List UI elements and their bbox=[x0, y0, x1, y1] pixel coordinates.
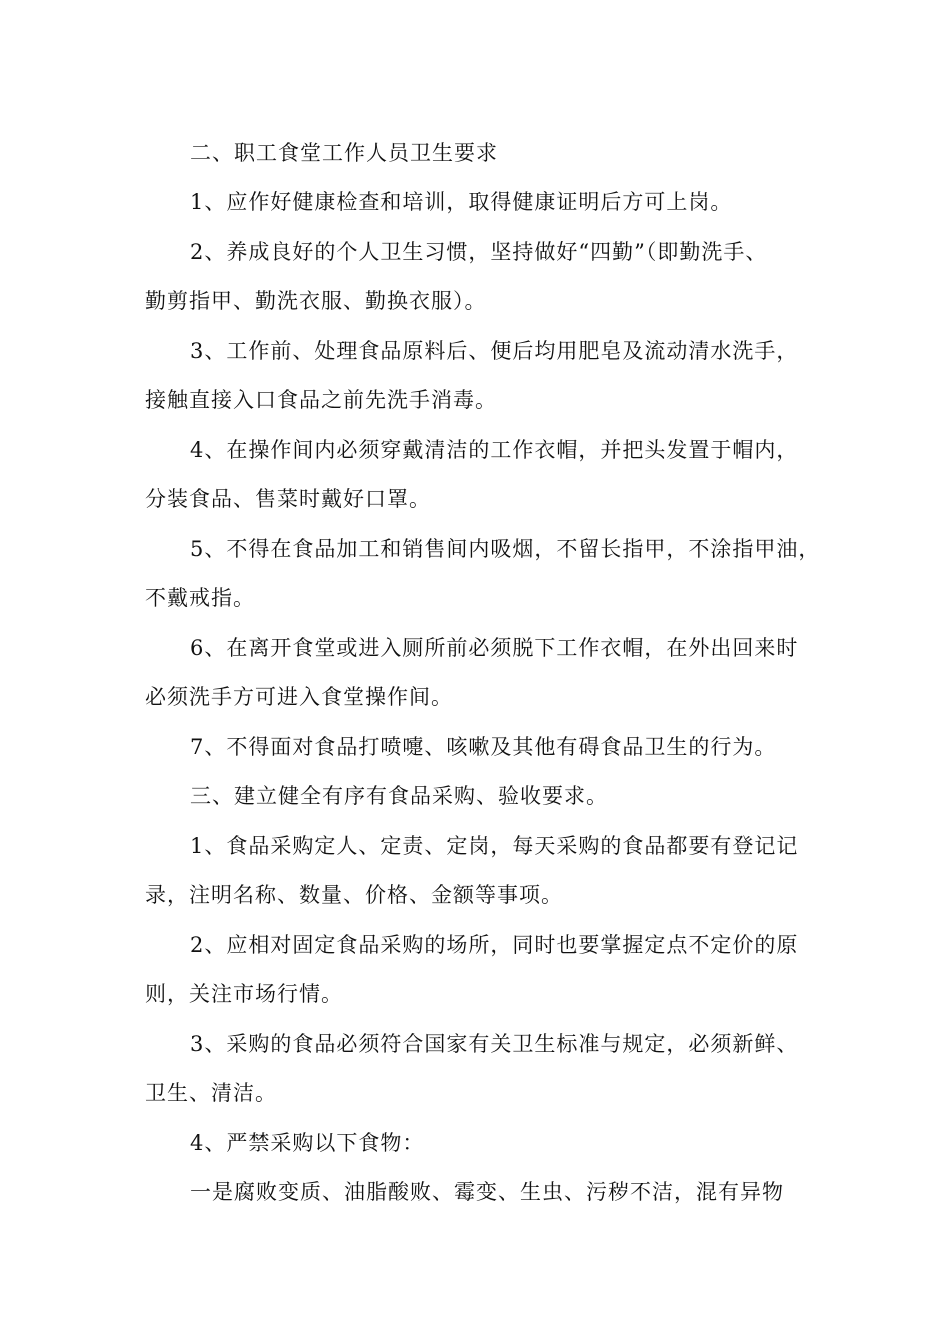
paragraph-line: 分装食品、售菜时戴好口罩。 bbox=[145, 487, 431, 511]
paragraph-line: 6、在离开食堂或进入厕所前必须脱下工作衣帽，在外出回来时 bbox=[190, 636, 799, 660]
paragraph-line: 5、不得在食品加工和销售间内吸烟，不留长指甲，不涂指甲油， bbox=[190, 537, 821, 561]
paragraph-line: 一是腐败变质、油脂酸败、霉变、生虫、污秽不洁，混有异物 bbox=[190, 1180, 784, 1204]
section-heading-3: 三、建立健全有序有食品采购、验收要求。 bbox=[190, 784, 608, 808]
paragraph-line: 1、食品采购定人、定责、定岗，每天采购的食品都要有登记记 bbox=[190, 834, 799, 858]
paragraph-line: 不戴戒指。 bbox=[145, 586, 255, 610]
paragraph-line: 3、采购的食品必须符合国家有关卫生标准与规定，必须新鲜、 bbox=[190, 1032, 799, 1056]
paragraph-line: 则，关注市场行情。 bbox=[145, 982, 343, 1006]
paragraph-line: 必须洗手方可进入食堂操作间。 bbox=[145, 685, 453, 709]
paragraph-line: 4、严禁采购以下食物： bbox=[190, 1131, 425, 1155]
paragraph-line: 1、应作好健康检查和培训，取得健康证明后方可上岗。 bbox=[190, 190, 733, 214]
paragraph-line: 7、不得面对食品打喷嚏、咳嗽及其他有碍食品卫生的行为。 bbox=[190, 735, 777, 759]
paragraph-line: 卫生、清洁。 bbox=[145, 1081, 277, 1105]
paragraph-line: 录，注明名称、数量、价格、金额等事项。 bbox=[145, 883, 563, 907]
paragraph-line: 3、工作前、处理食品原料后、便后均用肥皂及流动清水洗手， bbox=[190, 339, 799, 363]
paragraph-line: 4、在操作间内必须穿戴清洁的工作衣帽，并把头发置于帽内， bbox=[190, 438, 799, 462]
paragraph-line: 勤剪指甲、勤洗衣服、勤换衣服）。 bbox=[145, 289, 487, 313]
section-heading-2: 二、职工食堂工作人员卫生要求 bbox=[190, 141, 498, 165]
paragraph-line: 2、养成良好的个人卫生习惯，坚持做好“四勤”（即勤洗手、 bbox=[190, 240, 768, 264]
paragraph-line: 2、应相对固定食品采购的场所，同时也要掌握定点不定价的原 bbox=[190, 933, 799, 957]
paragraph-line: 接触直接入口食品之前先洗手消毒。 bbox=[145, 388, 497, 412]
